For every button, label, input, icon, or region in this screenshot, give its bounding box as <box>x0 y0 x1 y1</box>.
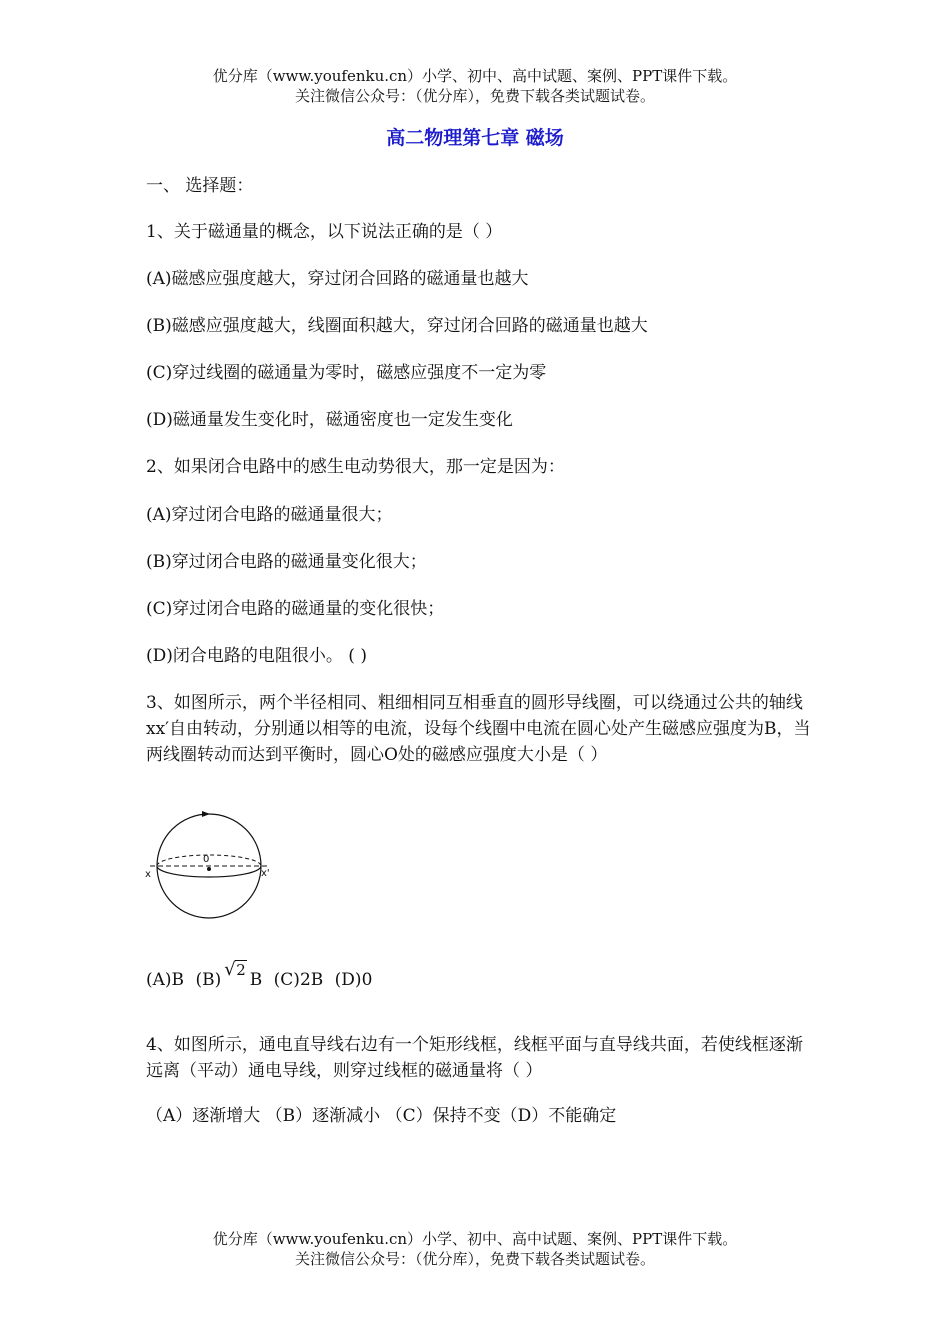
q2-option-c: (C)穿过闭合电路的磁通量的变化很快； <box>146 599 445 619</box>
center-label: 0 <box>203 854 210 865</box>
q4-options: （A）逐渐增大 （B）逐渐减小 （C）保持不变（D）不能确定 <box>146 1106 617 1126</box>
footer-line-2: 关注微信公众号：（优分库），免费下载各类试题试卷。 <box>294 1250 655 1268</box>
q3-option-b-suffix: B <box>249 970 263 990</box>
q2-option-a: (A)穿过闭合电路的磁通量很大； <box>146 505 393 525</box>
page-title: 高二物理第七章 磁场 <box>386 127 564 149</box>
q1-stem: 1、关于磁通量的概念，以下说法正确的是（ ） <box>146 222 503 242</box>
current-arrow-icon <box>202 811 210 817</box>
q1-option-b: (B)磁感应强度越大，线圈面积越大，穿过闭合回路的磁通量也越大 <box>146 316 648 336</box>
q3-option-b <box>195 959 263 990</box>
footer-line-1: 优分库（www.youfenku.cn）小学、初中、高中试题、案例、PPT课件下载。 <box>212 1230 738 1248</box>
q3-figure <box>140 808 280 923</box>
q1-option-c: (C)穿过线圈的磁通量为零时，磁感应强度不一定为零 <box>146 363 547 383</box>
header-line-1: 优分库（www.youfenku.cn）小学、初中、高中试题、案例、PPT课件下载。 <box>212 67 738 85</box>
q3-option-b-prefix: (B) <box>195 970 222 990</box>
q3-option-d: (D)0 <box>334 970 373 990</box>
radical-sign: √ <box>224 959 236 980</box>
q1-option-a: (A)磁感应强度越大，穿过闭合回路的磁通量也越大 <box>146 269 529 289</box>
radicand: 2 <box>236 961 246 979</box>
section-heading: 一、 选择题： <box>146 176 254 196</box>
q2-option-d: (D)闭合电路的电阻很小。 ( ) <box>146 646 367 666</box>
center-dot <box>207 867 211 871</box>
header-line-2: 关注微信公众号：（优分库），免费下载各类试题试卷。 <box>294 87 655 105</box>
axis-label-right: x' <box>261 868 270 879</box>
axis-label-left: x <box>145 869 151 880</box>
q4-stem: 4、如图所示，通电直导线右边有一个矩形线框，线框平面与直导线共面，若使线框逐渐远离（平动）通电导线，则穿过线框的磁通量将（ ） <box>146 1035 803 1081</box>
q3-options <box>146 959 378 993</box>
q3-stem: 3、如图所示，两个半径相同、粗细相同互相垂直的圆形导线圈，可以绕通过公共的轴线xx′自由转动，分别通以相等的电流，设每个线圈中电流在圆心处产生磁感应强度为B，当两线圈转动而达到平衡时，圆心O处的磁感应强度大小是（ ） <box>146 693 811 765</box>
q1-option-d: (D)磁通量发生变化时，磁通密度也一定发生变化 <box>146 410 513 430</box>
q3-option-a: (A)B <box>146 970 185 990</box>
q2-stem: 2、如果闭合电路中的感生电动势很大，那一定是因为： <box>146 457 565 477</box>
q2-option-b: (B)穿过闭合电路的磁通量变化很大； <box>146 552 427 572</box>
q3-option-c: (C)2B <box>273 970 324 990</box>
sqrt-symbol <box>224 959 247 993</box>
